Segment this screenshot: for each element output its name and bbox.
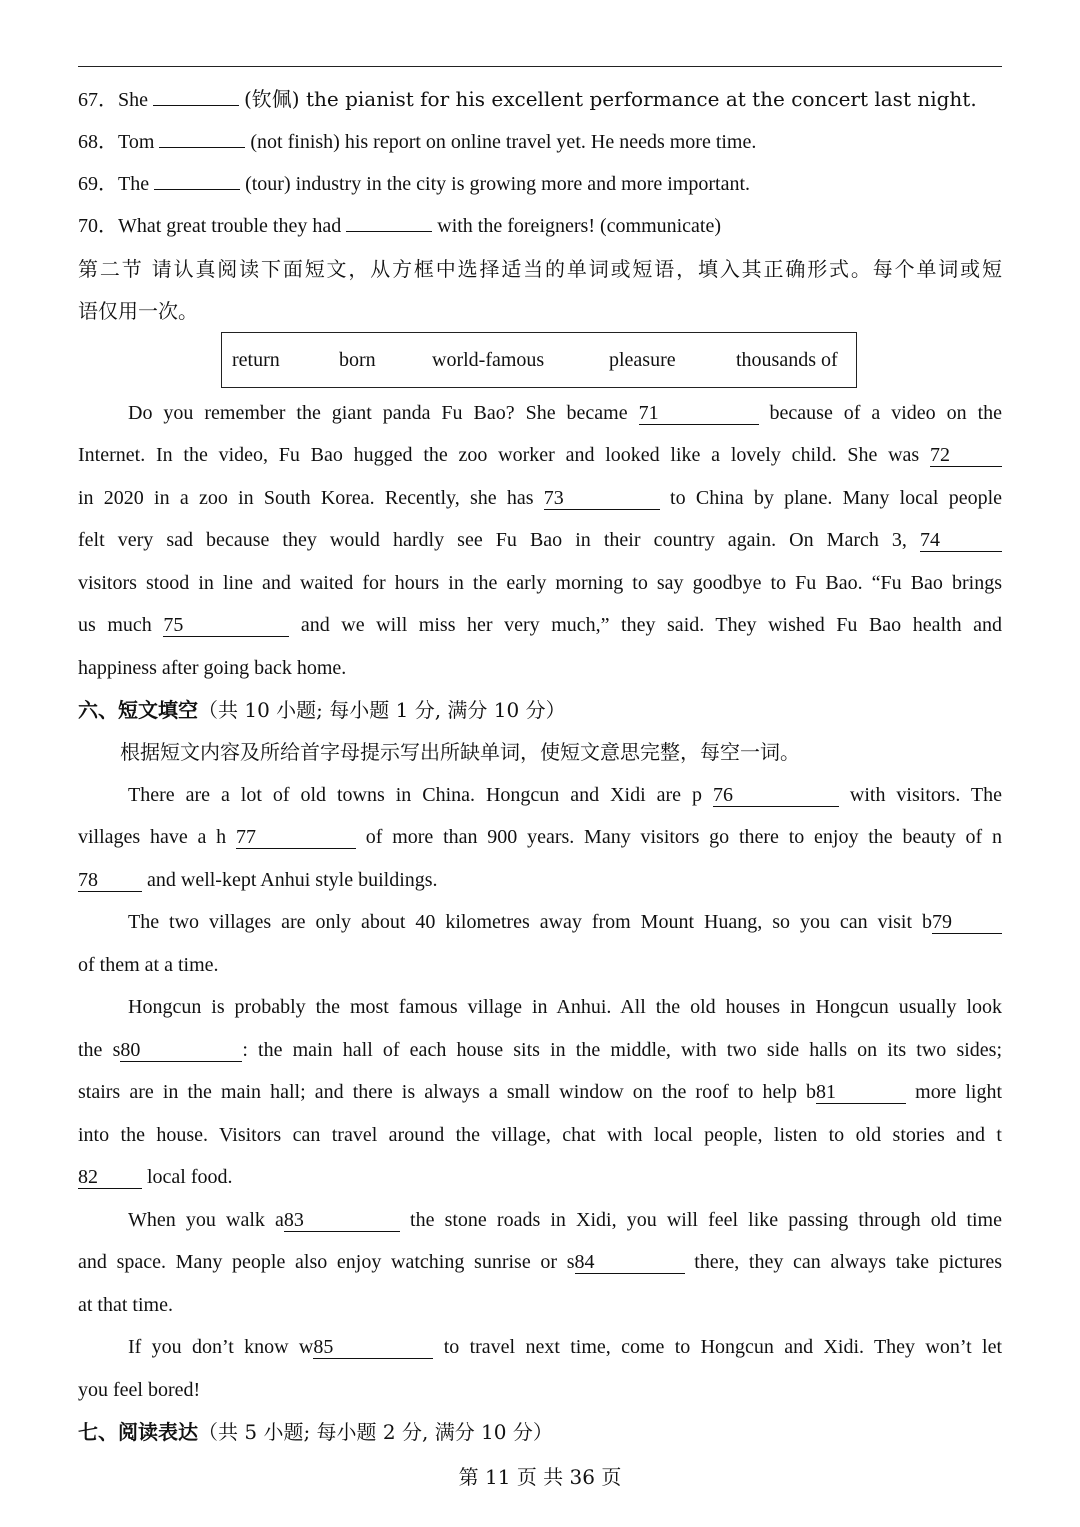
blank-84[interactable]: 84	[575, 1251, 685, 1274]
question-number: 67．	[78, 89, 118, 111]
passage2-line: the s80 : the main hall of each house sits in the middle, with two side halls on its two sides;	[78, 1039, 1002, 1061]
section6-heading	[78, 696, 1002, 724]
blank-79[interactable]: 79	[932, 911, 1002, 934]
blank-85[interactable]: 85	[313, 1336, 433, 1359]
passage2-line: stairs are in the main hall; and there is always a small window on the roof to help b81 more light	[78, 1081, 1003, 1103]
word-bank-item: world-famous	[432, 349, 545, 371]
passage1-line: Internet. In the video, Fu Bao hugged the zoo worker and looked like a lovely child. She was 72	[78, 441, 1002, 469]
blank-71[interactable]: 71	[639, 402, 759, 425]
section2-instruction-line2: 语仅用一次。	[78, 299, 198, 323]
word-bank-item: thousands of	[736, 349, 838, 371]
header-rule	[78, 66, 1002, 67]
passage2-line: into the house. Visitors can travel around the village, chat with local people, listen to old stories and t	[78, 1124, 1002, 1146]
blank-78[interactable]: 78	[78, 869, 142, 892]
passage2-line: at that time.	[78, 1294, 173, 1316]
section6-instruction: 根据短文内容及所给首字母提示写出所缺单词，使短文意思完整，每空一词。	[120, 740, 800, 764]
blank-75[interactable]: 75	[163, 614, 289, 637]
blank-73[interactable]: 73	[544, 487, 660, 510]
passage1-line: in 2020 in a zoo in South Korea. Recently, she has 73 to China by plane. Many local people	[78, 487, 1003, 509]
question-70: 70．What great trouble they had with the foreigners! (communicate)	[78, 215, 722, 237]
blank-82[interactable]: 82	[78, 1166, 142, 1189]
passage1-line: happiness after going back home.	[78, 657, 347, 679]
passage2-line: 82 local food.	[78, 1166, 233, 1188]
passage1-line: Do you remember the giant panda Fu Bao? She became 71 because of a video on the	[128, 402, 1003, 424]
question-number: 70．	[78, 215, 118, 237]
blank-74[interactable]: 74	[920, 529, 1002, 552]
passage2-line: you feel bored!	[78, 1379, 201, 1401]
section7-heading	[78, 1418, 1002, 1446]
section7-title: 七、阅读表达	[78, 1420, 198, 1444]
section7-score: （共 5 小题; 每小题 2 分, 满分 10 分）	[198, 1420, 553, 1444]
passage2-line: of them at a time.	[78, 954, 219, 976]
question-69: 69．The (tour) industry in the city is growing more and more important.	[78, 173, 750, 195]
question-number: 69．	[78, 173, 118, 195]
word-bank-item: born	[339, 349, 376, 371]
answer-blank[interactable]	[159, 129, 245, 148]
blank-76[interactable]: 76	[713, 784, 839, 807]
blank-80[interactable]: 80	[120, 1039, 242, 1062]
passage2-line: 78 and well-kept Anhui style buildings.	[78, 869, 438, 891]
page-footer: 第 11 页 共 36 页	[458, 1465, 622, 1489]
blank-77[interactable]: 77	[236, 826, 356, 849]
passage2-line: When you walk a83 the stone roads in Xidi, you will feel like passing through old time	[128, 1209, 1002, 1231]
word-bank-item: return	[232, 349, 280, 371]
blank-72[interactable]: 72	[930, 444, 1002, 467]
word-bank-item: pleasure	[609, 349, 676, 371]
section6-title: 六、短文填空	[78, 698, 198, 722]
passage2-line: There are a lot of old towns in China. Hongcun and Xidi are p 76 with visitors. The	[128, 784, 1003, 806]
question-number: 68．	[78, 131, 118, 153]
question-68: 68．Tom (not finish) his report on online travel yet. He needs more time.	[78, 131, 757, 153]
blank-83[interactable]: 83	[284, 1209, 400, 1232]
section2-instruction-line1: 第二节 请认真阅读下面短文，从方框中选择适当的单词或短语，填入其正确形式。每个单词或短	[78, 257, 1002, 281]
passage2-line: Hongcun is probably the most famous village in Anhui. All the old houses in Hongcun usually look	[128, 996, 1002, 1018]
passage1-line: felt very sad because they would hardly see Fu Bao in their country again. On March 3, 74	[78, 526, 1002, 554]
question-67: 67．She (钦佩) the pianist for his excellent performance at the concert last night.	[78, 87, 977, 111]
passage2-line: and space. Many people also enjoy watching sunrise or s84 there, they can always take pictures	[78, 1251, 1003, 1273]
word-bank-box	[221, 332, 857, 388]
section6-score: （共 10 小题; 每小题 1 分, 满分 10 分）	[198, 698, 566, 722]
passage2-line: The two villages are only about 40 kilometres away from Mount Huang, so you can visit b79	[128, 908, 1002, 936]
answer-blank[interactable]	[346, 213, 432, 232]
answer-blank[interactable]	[153, 87, 239, 106]
passage2-line: villages have a h 77 of more than 900 years. Many visitors go there to enjoy the beauty of n	[78, 826, 1002, 848]
answer-blank[interactable]	[154, 171, 240, 190]
passage2-line: If you don’t know w85 to travel next time, come to Hongcun and Xidi. They won’t let	[128, 1336, 1002, 1358]
passage1-line: visitors stood in line and waited for hours in the early morning to say goodbye to Fu Bao. “Fu Bao brings	[78, 572, 1002, 594]
passage1-line: us much 75 and we will miss her very much,” they said. They wished Fu Bao health and	[78, 614, 1002, 636]
blank-81[interactable]: 81	[816, 1081, 906, 1104]
